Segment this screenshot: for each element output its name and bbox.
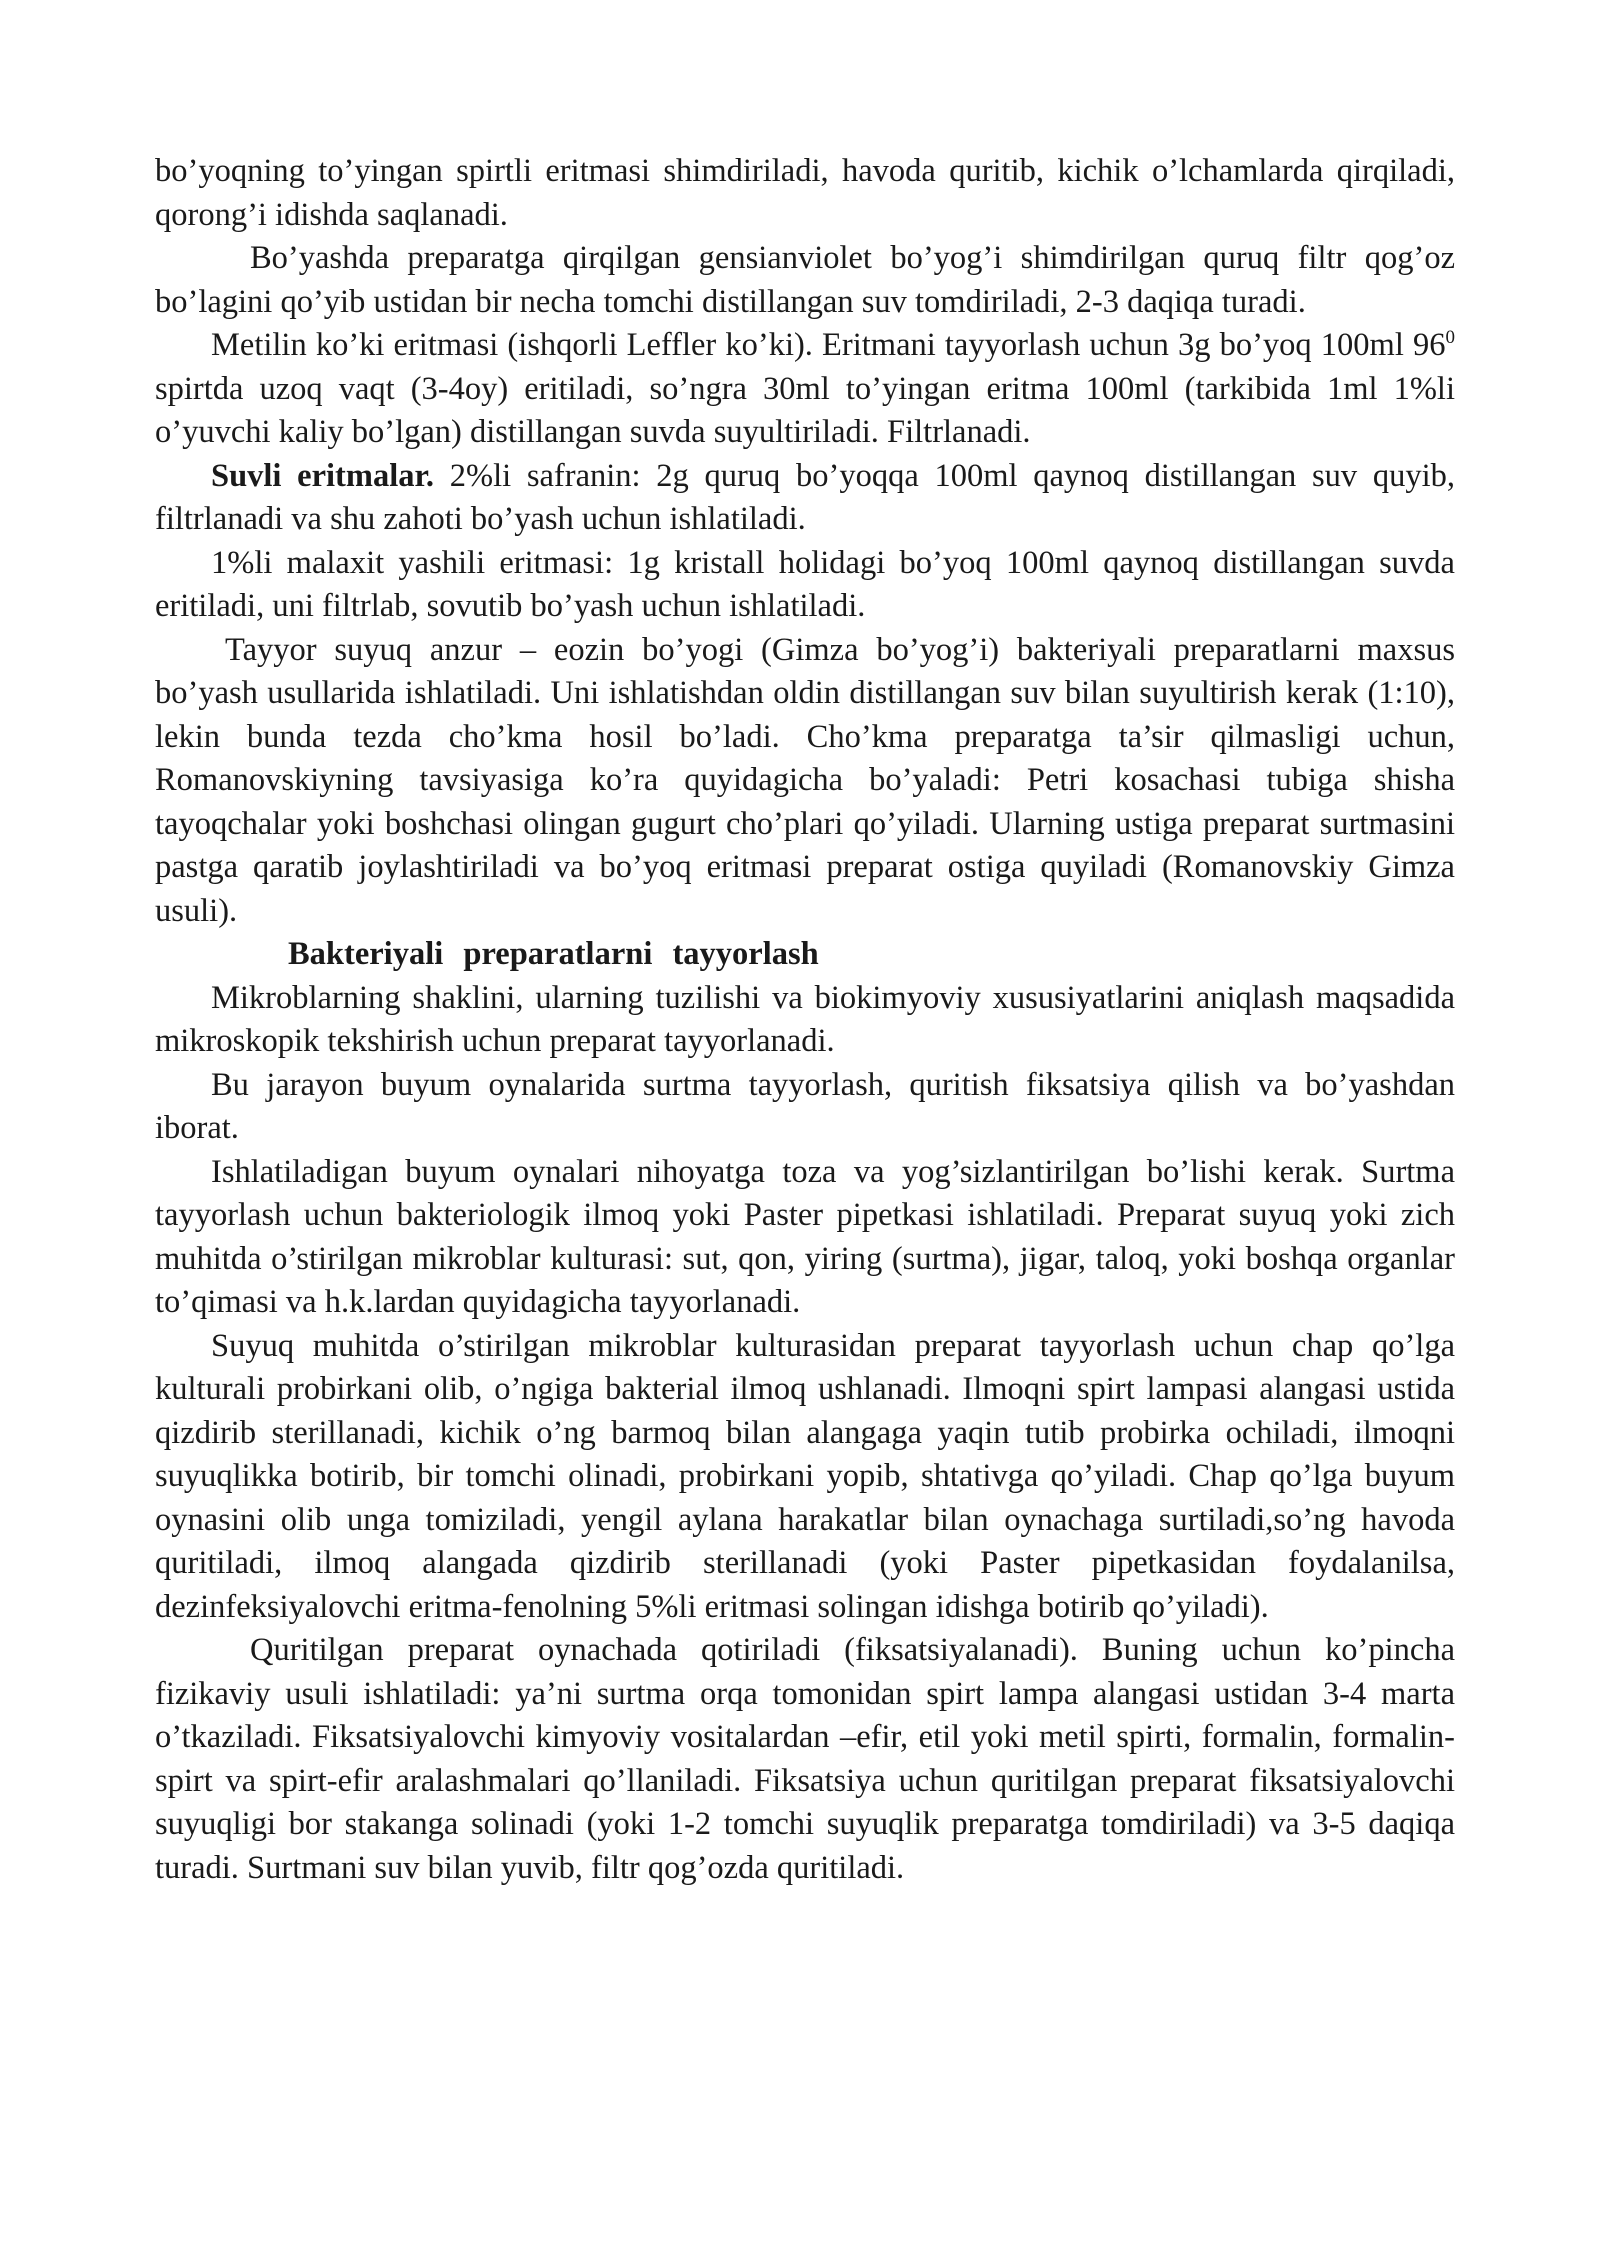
paragraph-metilin xyxy=(155,324,1455,455)
paragraph-buyum-oynalari: Ishlatiladigan buyum oynalari nihoyatga toza va yog’sizlantirilgan bo’lishi kerak. Surtma tayyorlash uchun bakteriologik ilmoq yoki Paster pipetkasi ishlatiladi. Preparat suyuq yoki zich muhitda o’stirilgan mikroblar kulturasi: sut, qon, yiring (surtma), jigar, taloq, yoki boshqa organlar to’qimasi va h.k.lardan quyidagicha tayyorlanadi. xyxy=(155,1153,1455,1320)
section-heading: Bakteriyali preparatlarni tayyorlash xyxy=(288,936,819,972)
paragraph-text: spirtda uzoq vaqt (3-4oy) eritiladi, so’ngra 30ml to’yingan eritma 100ml (tarkibida 1ml 1%li o’yuvchi kaliy bo’lgan) distillangan suvda suyultiriladi. Filtrlanadi. xyxy=(155,370,1455,450)
paragraph-malaxit: 1%li malaxit yashili eritmasi: 1g kristall holidagi bo’yoq 100ml qaynoq distillangan suvda eritiladi, uni filtrlab, sovutib bo’yash uchun ishlatiladi. xyxy=(155,544,1455,624)
paragraph-gimza: Tayyor suyuq anzur – eozin bo’yogi (Gimza bo’yog’i) bakteriyali preparatlarni maxsus bo’yash usullarida ishlatiladi. Uni ishlatishdan oldin distillangan suv bilan suyultirish kerak (1:10), lekin bunda tezda cho’kma hosil bo’ladi. Cho’kma preparatga ta’sir qilmasligi uchun, Romanovskiyning tavsiyasiga ko’ra quyidagicha bo’yaladi: Petri kosachasi tubiga shisha tayoqchalar yoki boshchasi olingan gugurt cho’plari qo’yiladi. Ularning ustiga preparat surtmasini pastga qaratib joylashtiriladi va bo’yoq eritmasi preparat ostiga quyiladi (Romanovskiy Gimza usuli). xyxy=(155,631,1455,929)
paragraph-jarayon: Bu jarayon buyum oynalarida surtma tayyorlash, quritish fiksatsiya qilish va bo’yashdan iborat. xyxy=(155,1066,1455,1146)
paragraph-gensianviolet: Bo’yashda preparatga qirqilgan gensianviolet bo’yog’i shimdirilgan quruq filtr qog’oz bo’lagini qo’yib ustidan bir necha tomchi distillangan suv tomdiriladi, 2-3 daqiqa turadi. xyxy=(155,240,1455,320)
bold-lead: Suvli eritmalar. xyxy=(211,457,435,494)
document-page xyxy=(155,150,1455,1890)
paragraph-suvli-eritmalar xyxy=(155,455,1455,542)
paragraph-continuation: bo’yoqning to’yingan spirtli eritmasi shimdiriladi, havoda quritib, kichik o’lchamlarda qirqiladi, qorong’i idishda saqlanadi. xyxy=(155,153,1455,233)
paragraph-fiksatsiya: Quritilgan preparat oynachada qotiriladi (fiksatsiyalanadi). Buning uchun ko’pincha fizikaviy usuli ishlatiladi: ya’ni surtma orqa tomonidan spirt lampa alangasi ustidan 3-4 marta o’tkaziladi. Fiksatsiyalovchi kimyoviy vositalardan –efir, etil yoki metil spirti, formalin, formalin-spirt va spirt-efir aralashmalari qo’llaniladi. Fiksatsiya uchun quritilgan preparat fiksatsiyalovchi suyuqligi bor stakanga solinadi (yoki 1-2 tomchi suyuqlik preparatga tomdiriladi) va 3-5 daqiqa turadi. Surtmani suv bilan yuvib, filtr qog’ozda quritiladi. xyxy=(155,1632,1455,1886)
degree-superscript: 0 xyxy=(1445,327,1455,349)
paragraph-mikroblar: Mikroblarning shaklini, ularning tuzilishi va biokimyoviy xususiyatlarini aniqlash maqsadida mikroskopik tekshirish uchun preparat tayyorlanadi. xyxy=(155,979,1455,1059)
paragraph-text: 2%li safranin: 2g quruq bo’yoqqa 100ml qaynoq distillangan suv quyib, filtrlanadi va shu zahoti bo’yash uchun ishlatiladi. xyxy=(155,457,1455,537)
paragraph-text: Metilin ko’ki eritmasi (ishqorli Leffler ko’ki). Eritmani tayyorlash uchun 3g bo’yoq 100ml 96 xyxy=(211,327,1446,363)
paragraph-suyuq-muhit: Suyuq muhitda o’stirilgan mikroblar kulturasidan preparat tayyorlash uchun chap qo’lga kulturali probirkani olib, o’ngiga bakterial ilmoq ushlanadi. Ilmoqni spirt lampasi alangasi ustida qizdirib sterillanadi, kichik o’ng barmoq bilan alangaga yaqin tutib probirka ochiladi, ilmoqni suyuqlikka botirib, bir tomchi olinadi, probirkani yopib, shtativga qo’yiladi. Chap qo’lga buyum oynasini olib unga tomiziladi, yengil aylana harakatlar bilan oynachaga surtiladi,so’ng havoda quritiladi, ilmoq alangada qizdirib sterillanadi (yoki Paster pipetkasidan foydalanilsa, dezinfeksiyalovchi eritma-fenolning 5%li eritmasi solingan idishga botirib qo’yiladi). xyxy=(155,1327,1455,1625)
